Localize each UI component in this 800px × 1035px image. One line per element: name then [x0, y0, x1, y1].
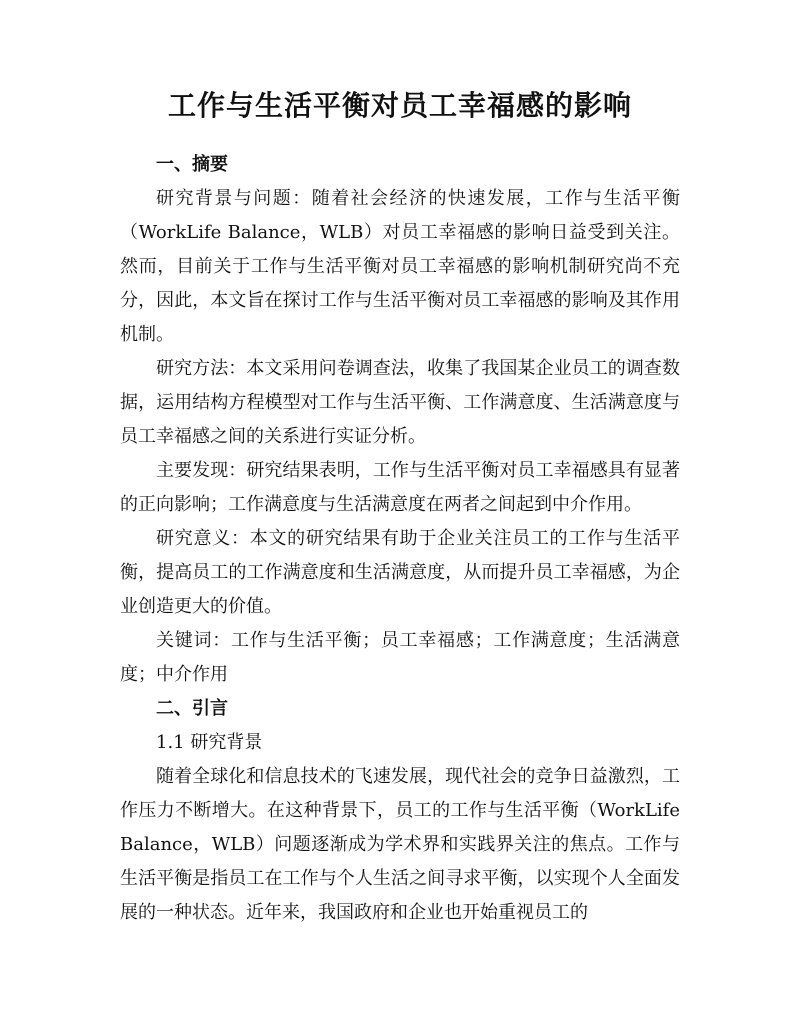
abstract-background-paragraph: 研究背景与问题：随着社会经济的快速发展，工作与生活平衡（WorkLife Balance，WLB）对员工幸福感的影响日益受到关注。然而，目前关于工作与生活平衡对员工幸福感的影响机制研究尚不充分，因此，本文旨在探讨工作与生活平衡对员工幸福感的影响及其作用机制。: [120, 188, 680, 345]
subsection-heading-background: 1.1 研究背景: [156, 732, 263, 753]
abstract-method-paragraph: 研究方法：本文采用问卷调查法，收集了我国某企业员工的调查数据，运用结构方程模型对工作与生活平衡、工作满意度、生活满意度与员工幸福感之间的关系进行实证分析。: [120, 358, 680, 447]
section-heading-introduction: 二、引言: [156, 698, 228, 719]
keywords-paragraph: 关键词：工作与生活平衡；员工幸福感；工作满意度；生活满意度；中介作用: [120, 630, 680, 685]
introduction-background-paragraph: 随着全球化和信息技术的飞速发展，现代社会的竞争日益激烈，工作压力不断增大。在这种背景下，员工的工作与生活平衡（WorkLife Balance，WLB）问题逐渐成为学术界和实践界关注的焦点。工作与生活平衡是指员工在工作与个人生活之间寻求平衡，以实现个人全面发展的一种状态。近年来，我国政府和企业也开始重视员工的: [120, 766, 680, 923]
abstract-findings-paragraph: 主要发现：研究结果表明，工作与生活平衡对员工幸福感具有显著的正向影响；工作满意度与生活满意度在两者之间起到中介作用。: [120, 460, 680, 515]
abstract-significance-paragraph: 研究意义：本文的研究结果有助于企业关注员工的工作与生活平衡，提高员工的工作满意度和生活满意度，从而提升员工幸福感，为企业创造更大的价值。: [120, 528, 680, 617]
section-heading-abstract: 一、摘要: [156, 154, 228, 175]
document-title: 工作与生活平衡对员工幸福感的影响: [167, 89, 632, 122]
